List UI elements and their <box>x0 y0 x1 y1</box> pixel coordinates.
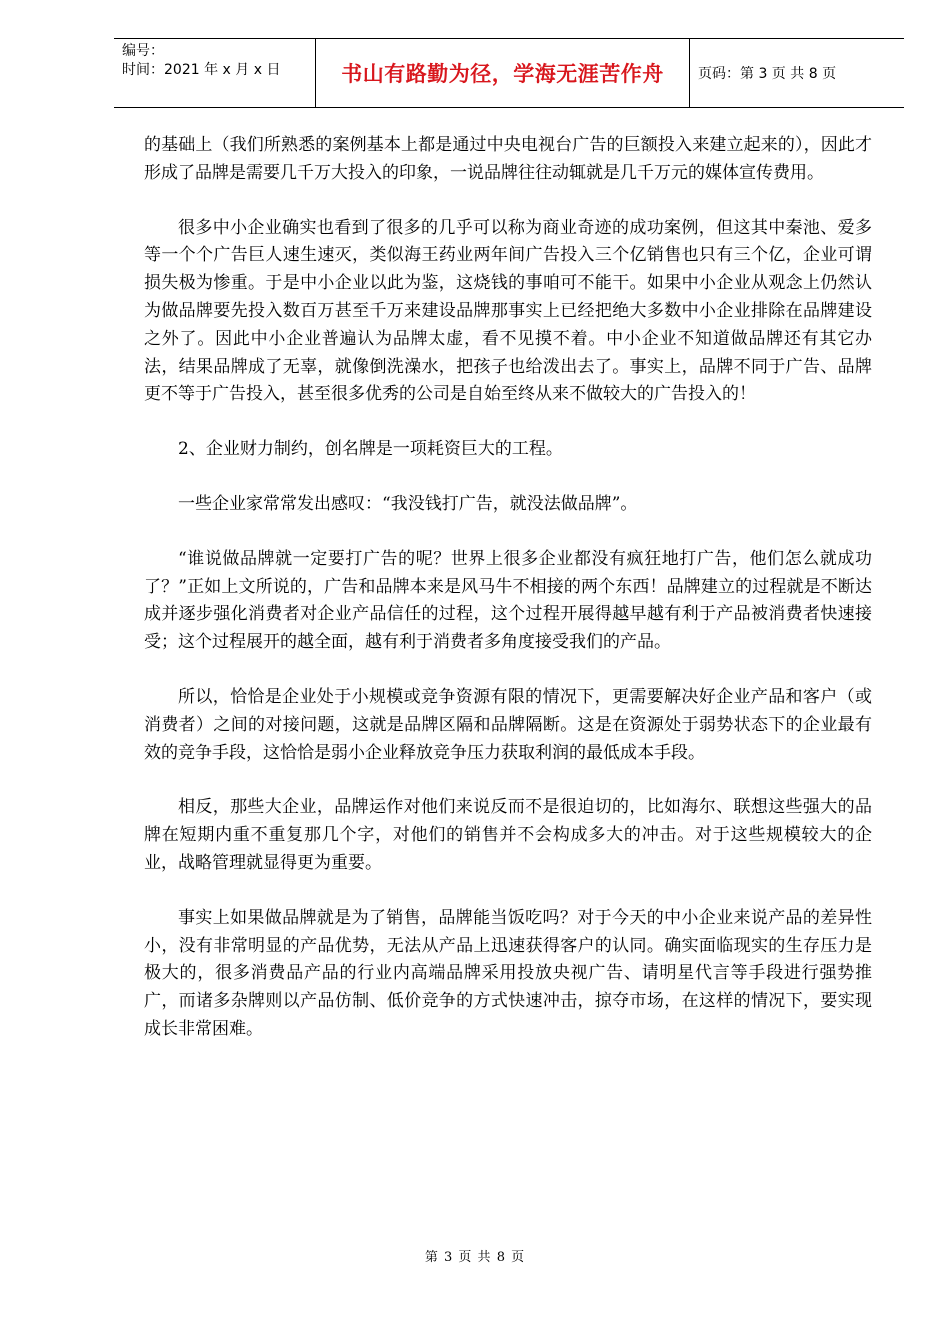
paragraph-7: 相反，那些大企业，品牌运作对他们来说反而不是很迫切的，比如海尔、联想这些强大的品牌在短期内重不重复那几个字，对他们的销售并不会构成多大的冲击。对于这些规模较大的企业，战略管理就显得更为重要。 <box>144 797 872 873</box>
document-time-label: 时间：2021 年 x 月 x 日 <box>122 62 281 78</box>
page-footer: 第 3 页 共 8 页 <box>424 1250 526 1265</box>
paragraph-2: 很多中小企业确实也看到了很多的几乎可以称为商业奇迹的成功案例，但这其中秦池、爱多等一个个广告巨人速生速灭，类似海王药业两年间广告投入三个亿销售也只有三个亿，企业可谓损失极为惨重。于是中小企业以此为鉴，这烧钱的事咱可不能干。如果中小企业从观念上仍然认为做品牌要先投入数百万甚至千万来建设品牌那事实上已经把绝大多数中小企业排除在品牌建设之外了。因此中小企业普遍认为品牌太虚，看不见摸不着。中小企业不知道做品牌还有其它办法，结果品牌成了无辜，就像倒洗澡水，把孩子也给泼出去了。事实上，品牌不同于广告、品牌更不等于广告投入，甚至很多优秀的公司是自始至终从来不做较大的广告投入的！ <box>144 217 872 405</box>
paragraph-3-heading: 2、企业财力制约，创名牌是一项耗资巨大的工程。 <box>178 439 563 460</box>
paragraph-4: 一些企业家常常发出感叹：“我没钱打广告，就没法做品牌”。 <box>178 493 638 514</box>
page-header <box>114 38 904 108</box>
paragraph-8: 事实上如果做品牌就是为了销售，品牌能当饭吃吗？对于今天的中小企业来说产品的差异性小，没有非常明显的产品优势，无法从产品上迅速获得客户的认同。确实面临现实的生存压力是极大的，很多消费品产品的行业内高端品牌采用投放央视广告、请明星代言等手段进行强势推广，而诸多杂牌则以产品仿制、低价竞争的方式快速冲击，掠夺市场，在这样的情况下，要实现成长非常困难。 <box>144 907 872 1039</box>
paragraph-1: 的基础上（我们所熟悉的案例基本上都是通过中央电视台广告的巨额投入来建立起来的），因此才形成了品牌是需要几千万大投入的印象，一说品牌往往动辄就是几千万元的媒体宣传费用。 <box>144 135 872 183</box>
paragraph-5: “谁说做品牌就一定要打广告的呢？世界上很多企业都没有疯狂地打广告，他们怎么就成功了？”正如上文所说的，广告和品牌本来是风马牛不相接的两个东西！品牌建立的过程就是不断达成并逐步强化消费者对企业产品信任的过程，这个过程开展得越早越有利于产品被消费者快速接受；这个过程展开的越全面，越有利于消费者多角度接受我们的产品。 <box>144 548 872 653</box>
paragraph-6: 所以，恰恰是企业处于小规模或竞争资源有限的情况下，更需要解决好企业产品和客户（或消费者）之间的对接问题，这就是品牌区隔和品牌隔断。这是在资源处于弱势状态下的企业最有效的竞争手段，这恰恰是弱小企业释放竞争压力获取利润的最低成本手段。 <box>144 686 872 763</box>
header-page-info: 页码：第 3 页 共 8 页 <box>698 66 837 82</box>
header-motto: 书山有路勤为径，学海无涯苦作舟 <box>316 39 690 107</box>
document-body <box>144 132 872 1044</box>
header-meta <box>114 39 316 107</box>
document-number-label: 编号： <box>122 43 164 59</box>
